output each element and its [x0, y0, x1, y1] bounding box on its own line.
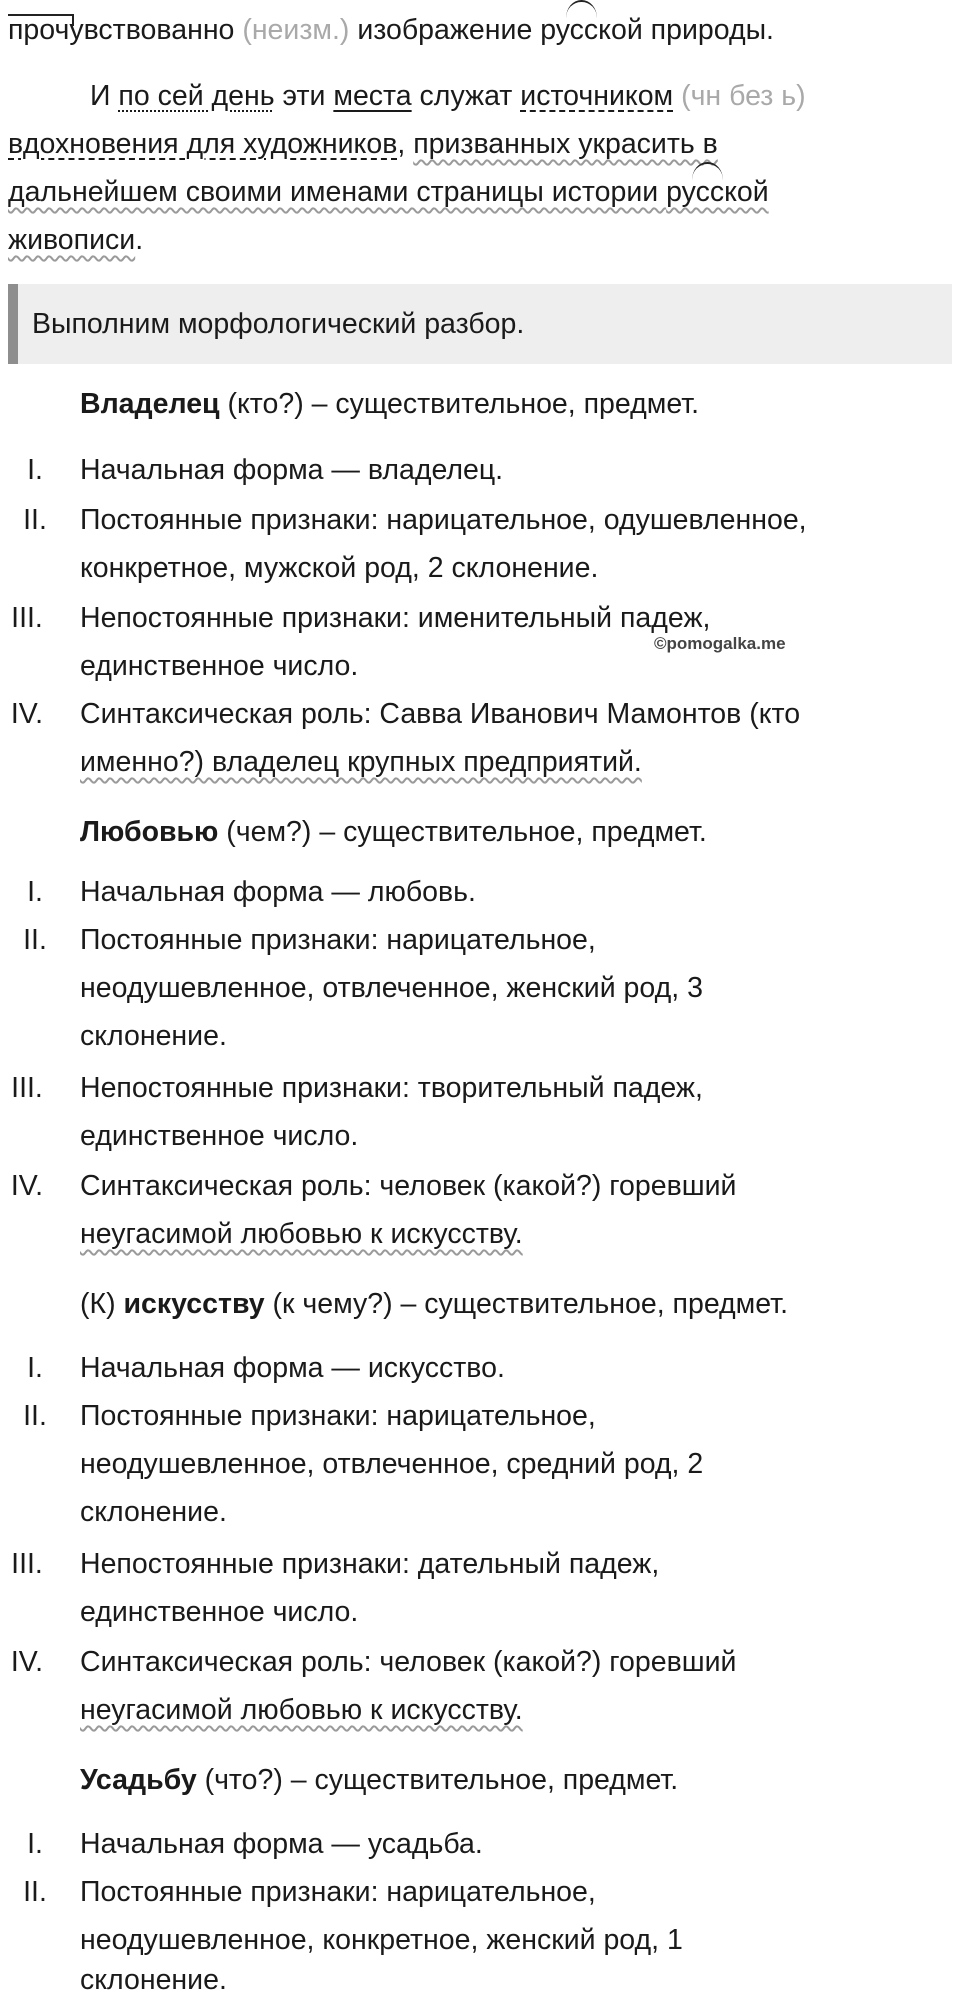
entry-word: искусству [123, 1288, 265, 1320]
intro-text: И [90, 80, 119, 112]
intro-text: . [135, 224, 144, 256]
intro-text: природы. [642, 14, 774, 46]
roman-numeral: I. [27, 1828, 43, 1860]
list-item-text: склонение. [80, 1964, 227, 1996]
roman-numeral: II. [23, 1400, 47, 1432]
root-mark [566, 0, 597, 18]
list-item-text: Синтаксическая роль: человек (какой?) горевший [80, 1646, 737, 1678]
intro-text: чувствованно [54, 14, 243, 46]
roman-numeral: I. [27, 1352, 43, 1384]
root-mark [692, 162, 723, 180]
object-phrase: вдохновения для художников [8, 128, 398, 160]
intro-line-4 [8, 172, 769, 212]
grammar-note: (неизм.) [242, 14, 350, 46]
list-item-text: Непостоянные признаки: творительный падеж, [80, 1072, 703, 1104]
entry-question: (кто?) – существительное, предмет. [219, 388, 700, 420]
list-item-text: Начальная форма — любовь. [80, 876, 476, 908]
list-item-text: Непостоянные признаки: дательный падеж, [80, 1548, 660, 1580]
entry-title [80, 1760, 678, 1800]
intro-text: изображение [349, 14, 541, 46]
intro-text: , [397, 128, 414, 160]
entry-question: (к чему?) – существительное, предмет. [264, 1288, 788, 1320]
prefix-mark [8, 14, 74, 26]
list-item-text: склонение. [80, 1020, 227, 1052]
list-item-text: Синтаксическая роль: Савва Иванович Мамонтов (кто [80, 698, 801, 730]
intro-line-1 [8, 10, 774, 50]
roman-numeral: III. [11, 602, 43, 634]
roman-numeral: I. [27, 454, 43, 486]
entry-word: Владелец [80, 388, 220, 420]
list-item-text: единственное число. [80, 650, 359, 682]
roman-numeral: IV. [10, 698, 44, 730]
list-item-text: Постоянные признаки: нарицательное, [80, 924, 596, 956]
entry-title [80, 1284, 788, 1324]
list-item-text [80, 1166, 736, 1206]
roman-numeral: III. [11, 1072, 43, 1104]
list-item-text: Начальная форма — усадьба. [80, 1828, 483, 1860]
intro-text: русской [540, 14, 643, 46]
intro-line-3 [8, 124, 718, 164]
entry-question: (что?) – существительное, предмет. [196, 1764, 679, 1796]
participial-phrase: призванных украсить в [413, 128, 718, 160]
list-item-text: неодушевленное, конкретное, женский род, 1 [80, 1924, 683, 1956]
intro-line-2 [90, 76, 806, 116]
list-item-text: Начальная форма — искусство. [80, 1352, 505, 1384]
list-item-text: единственное число. [80, 1596, 359, 1628]
roman-numeral: III. [11, 1548, 43, 1580]
roman-numeral: I. [27, 876, 43, 908]
roman-numeral: II. [23, 924, 47, 956]
prefix-text: про [8, 14, 55, 46]
list-item-text: неодушевленное, отвлеченное, средний род, 2 [80, 1448, 704, 1480]
roman-numeral: IV. [10, 1170, 44, 1202]
roman-numeral: IV. [10, 1646, 44, 1678]
intro-line-5 [8, 220, 143, 260]
adverbial-phrase: по сей день [118, 80, 275, 112]
subject-word: места [333, 80, 412, 112]
root-marked-word [666, 172, 769, 212]
predicate-word: источником [520, 80, 674, 112]
list-item-text: неугасимой любовью к искусству. [80, 1218, 523, 1250]
entry-word: Усадьбу [80, 1764, 197, 1796]
roman-numeral: II. [23, 504, 47, 536]
section-heading-box [8, 284, 952, 364]
list-item-text: Синтаксическая роль: человек (какой?) горевший [80, 1170, 737, 1202]
intro-text: служат [411, 80, 521, 112]
participial-phrase: дальнейшем своими именами страницы истории [8, 176, 667, 208]
grammar-note: (чн без ь) [673, 80, 806, 112]
entry-title [80, 812, 707, 852]
list-item-text: Непостоянные признаки: именительный падеж, [80, 602, 711, 634]
section-heading: Выполним морфологический разбор. [32, 308, 525, 340]
list-item-text: Начальная форма — владелец. [80, 454, 504, 486]
participial-phrase: русской [666, 176, 769, 208]
entry-preposition: (К) [80, 1288, 124, 1320]
participial-phrase: живописи [8, 224, 136, 256]
list-item-text: склонение. [80, 1496, 227, 1528]
list-item-text: Постоянные признаки: нарицательное, одушевленное, [80, 504, 807, 536]
list-item-text: именно?) владелец крупных предприятий. [80, 746, 642, 778]
watermark: ©pomogalka.me [654, 634, 786, 653]
root-marked-word [540, 10, 643, 50]
list-item-text: Постоянные признаки: нарицательное, [80, 1400, 596, 1432]
entry-title [80, 384, 699, 424]
list-item-text: Постоянные признаки: нарицательное, [80, 1876, 596, 1908]
roman-numeral: II. [23, 1876, 47, 1908]
list-item-text: конкретное, мужской род, 2 склонение. [80, 552, 599, 584]
list-item-text: неодушевленное, отвлеченное, женский род, 3 [80, 972, 703, 1004]
intro-text: эти [274, 80, 334, 112]
entry-word: Любовью [80, 816, 219, 848]
prefix-marked-word [8, 14, 55, 46]
list-item-text: единственное число. [80, 1120, 359, 1152]
entry-question: (чем?) – существительное, предмет. [218, 816, 707, 848]
list-item-text: неугасимой любовью к искусству. [80, 1694, 523, 1726]
